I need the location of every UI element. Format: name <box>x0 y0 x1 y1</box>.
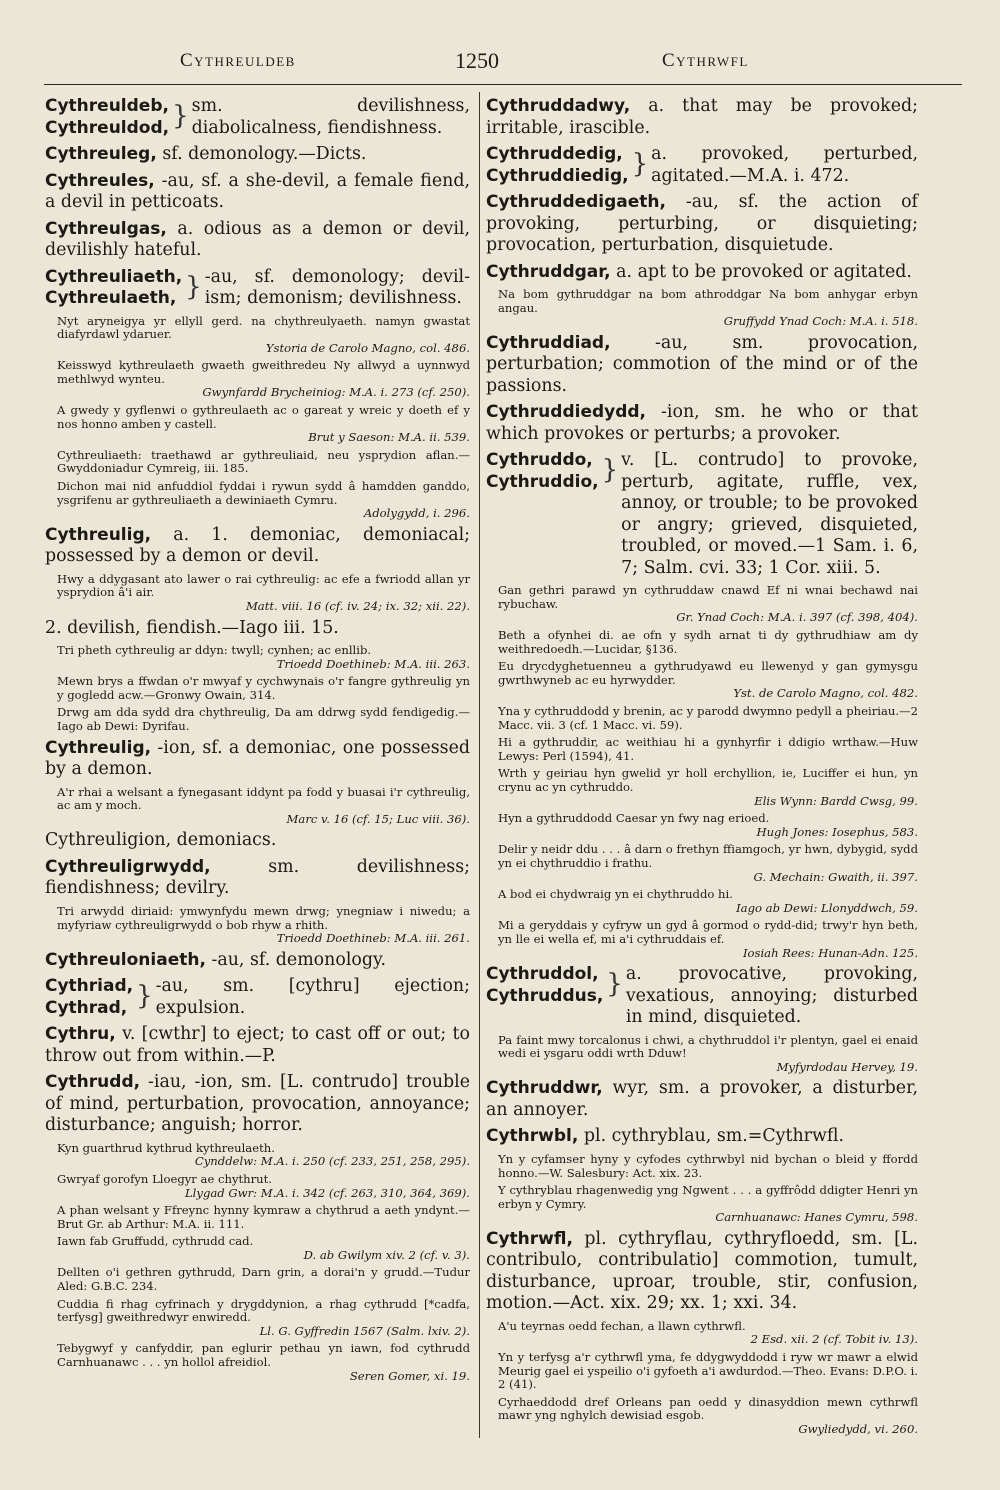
citation <box>486 736 918 763</box>
brace-mark: } <box>172 101 189 131</box>
citation-text: Mewn brys a ffwdan o'r mwyaf y cychwynais o'r fangre gythreulig yn y gogledd acw.—Gronwy Owain, 314. <box>57 674 470 702</box>
citation-text: Gwryaf gorofyn Lloegyr ae chythrut. <box>57 1171 272 1186</box>
citation-source: Matt. viii. 16 (cf. iv. 24; ix. 32; xii. 22). <box>245 599 470 613</box>
headword: Cythreulig, <box>45 524 152 545</box>
citation-source: Brut y Saeson: M.A. ii. 539. <box>308 430 470 445</box>
citation-source: Myfyrdodau Hervey, 19. <box>776 1059 918 1074</box>
citation <box>486 660 918 701</box>
definition: -iau, -ion, sm. [L. contrudo] trouble of mind, perturbation, provocation, annoyance; disturbance; anguish; horror. <box>45 1072 471 1136</box>
citation-source: Cynddelw: M.A. i. 250 (cf. 233, 251, 258, 295). <box>194 1154 470 1169</box>
headword: Cythrwfl, <box>486 1228 573 1249</box>
dictionary-entry <box>486 1126 918 1148</box>
page-header <box>0 44 1000 84</box>
dictionary-entry <box>486 192 918 257</box>
dictionary-entry <box>45 525 470 568</box>
headword: Cythreulgas, <box>45 218 167 239</box>
definition: -au, sf. demonology; devil-ism; demonism; devilishness. <box>204 266 470 308</box>
definition: v. [cwthr] to eject; to cast off or out; to throw out from within.—P. <box>45 1024 471 1066</box>
dictionary-entry <box>45 618 470 640</box>
definition: wyr, sm. a provoker, a disturber, an annoyer. <box>486 1078 918 1120</box>
citation-source: Gwyliedydd, vi. 260. <box>798 1422 918 1437</box>
dictionary-entry <box>45 830 470 852</box>
citation-text: Pa faint mwy torcalonus i chwi, a chythruddol i'r plentyn, gael ei enaid wedi ei ysgaru oddi wrth Dduw! <box>498 1032 918 1061</box>
headword: Cythru, <box>45 1024 116 1045</box>
dictionary-entry <box>45 738 470 781</box>
dictionary-entry <box>45 857 470 900</box>
definition: a. that may be provoked; irritable, irascible. <box>486 96 918 138</box>
definition: -ion, sm. he who or that which provokes or perturbs; a provoker. <box>486 402 918 444</box>
definition: a. provoked, perturbed, agitated.—M.A. i. 472. <box>651 144 918 186</box>
citation <box>486 888 918 915</box>
citation <box>45 573 470 614</box>
headword: Cythreuligrwydd, <box>45 856 211 877</box>
dictionary-entry <box>486 333 918 398</box>
headword: Cythruddedig, <box>486 144 623 164</box>
headword: Cythruddadwy, <box>486 96 631 116</box>
dictionary-entry-pair <box>45 96 470 139</box>
citation-source: D. ab Gwilym xiv. 2 (cf. v. 3). <box>303 1247 470 1262</box>
brace-mark: } <box>601 455 619 486</box>
citation <box>486 288 918 329</box>
citation <box>486 705 918 732</box>
citation-text: Eu drycdyghetuenneu a gythrudyawd eu llewenyd y gan gymysgu gwrthwyneb ac eu hyrwydder. <box>498 659 918 687</box>
citation-text: Y cythryblau rhagenwedig yng Ngwent . . . a gyffrôdd ddigter Henri yn erbyn y Cymry. <box>498 1183 918 1211</box>
citation <box>486 843 918 884</box>
headword: Cythruddedigaeth, <box>486 192 666 212</box>
headword-group <box>486 450 599 579</box>
definition: -au, sf. demonology. <box>211 949 387 970</box>
citation-text: A bod ei chydwraig yn ei chythruddo hi. <box>498 887 733 902</box>
citation <box>486 812 918 839</box>
definition: sm. devilishness, diabolicalness, fiendishness. <box>191 96 470 138</box>
citation-text: Iawn fab Gruffudd, cythrudd cad. <box>57 1234 254 1249</box>
citation <box>45 644 470 671</box>
citation-text: Beth a ofynhei di. ae ofn y sydh arnat ti dy gythrudhiaw am dy weithredoedh.—Lucidar, §136. <box>498 628 918 656</box>
citation-text: Na bom gythruddgar na bom athroddgar Na bom anhygar erbyn angau. <box>498 287 918 315</box>
citation <box>486 584 918 625</box>
citation-source: Gr. Ynad Coch: M.A. i. 397 (cf. 398, 404). <box>676 610 918 625</box>
headword-group <box>45 267 182 310</box>
citation-source: Elis Wynn: Bardd Cwsg, 99. <box>754 793 918 808</box>
definition: sf. demonology.—Dicts. <box>162 144 367 164</box>
citation <box>45 786 470 827</box>
headword: Cythreulaeth, <box>45 288 177 308</box>
citation <box>486 1153 918 1180</box>
page-number: 1250 <box>455 48 499 73</box>
citation <box>45 1204 470 1231</box>
definition: a. 1. demoniac, demoniacal; possessed by a demon or devil. <box>45 524 471 567</box>
headword: Cythreulig, <box>45 737 152 758</box>
dictionary-entry <box>486 96 918 139</box>
column-divider <box>479 92 480 1438</box>
citation-source: Yst. de Carolo Magno, col. 482. <box>733 686 918 701</box>
header-right-guide-word: Cythrwfl <box>662 50 749 71</box>
citation-source: Iosiah Rees: Hunan-Adn. 125. <box>742 945 918 960</box>
headword: Cythruddwr, <box>486 1078 603 1099</box>
citation-source: Trioedd Doethineb: M.A. iii. 261. <box>276 931 470 946</box>
citation <box>45 706 470 733</box>
headword: Cythreuloniaeth, <box>45 949 206 970</box>
definition: 2. devilish, fiendish.—Iago iii. 15. <box>45 617 339 638</box>
headword: Cythruddgar, <box>486 261 611 282</box>
citation-text: Tri arwydd diriaid: ymwynfydu mewn drwg; ynegniaw i niwedu; a myfyriaw cythreuligrwydd o bob rhyw a rhith. <box>57 903 470 932</box>
citation <box>486 1351 918 1392</box>
left-column <box>45 96 470 1387</box>
citation-text: Hyn a gythruddodd Caesar yn fwy nag erioed. <box>498 811 770 826</box>
headword-group <box>45 96 169 139</box>
dictionary-entry <box>486 402 918 445</box>
dictionary-entry <box>45 950 470 972</box>
definition: pl. cythryflau, cythryfloedd, sm. [L. contribulo, contribulatio] commotion, tumult, disturbance, uproar, trouble, stir, confusion, motion.—Act. xix. 29; xx. 1; xxi. 34. <box>486 1228 918 1314</box>
citation <box>45 315 470 356</box>
headword: Cythruddiedig, <box>486 165 629 186</box>
citation-text: Drwg am dda sydd dra chythreulig, Da am ddrwg sydd fendigedig.—Iago ab Dewi: Dyrifau. <box>57 705 470 734</box>
header-rule <box>44 84 962 85</box>
headword: Cythrwbl, <box>486 1126 579 1147</box>
definition: -au, sf. a she-devil, a female fiend, a devil in petticoats. <box>45 170 470 212</box>
citation-text: A'u teyrnas oedd fechan, a llawn cythrwfl. <box>498 1318 746 1333</box>
headword: Cythruddol, <box>486 964 599 985</box>
citation-text: Cyrhaeddodd dref Orleans pan oedd y dinasyddion mewn cythrwfl mawr yng nghylch dewisiad esgob. <box>498 1394 918 1423</box>
citation-text: Kyn guarthrud kythrud kythreulaeth. <box>57 1140 275 1155</box>
citation-source: Carnhuanawc: Hanes Cymru, 598. <box>715 1210 918 1225</box>
dictionary-entry-pair <box>486 450 918 579</box>
citation-text: Dellten o'i gethren gythrudd, Darn grin, a dorai'n y grudd.—Tudur Aled: G.B.C. 234. <box>57 1265 470 1294</box>
headword: Cythriad, <box>45 976 134 997</box>
citation-text: Yn y terfysg a'r cythrwfl yma, fe ddygwyddodd i ryw wr mawr a elwid Meurig gael ei yspeilio o'i gyfoeth a'i awdurdod.—Theo. Evans: D.P.O. i. 2 (41). <box>498 1350 918 1392</box>
citation-source: Iago ab Dewi: Llonyddwch, 59. <box>736 900 918 915</box>
definition: -ion, sf. a demoniac, one possessed by a demon. <box>45 737 470 780</box>
dictionary-entry-pair <box>45 976 470 1019</box>
citation <box>486 1184 918 1225</box>
headword-group <box>45 976 133 1019</box>
citation-source: Trioedd Doethineb: M.A. iii. 263. <box>276 656 470 671</box>
headword-group <box>486 144 629 187</box>
citation-source: Marc v. 16 (cf. 15; Luc viii. 36). <box>286 811 470 826</box>
citation <box>45 1298 470 1339</box>
citation-source: Gruffydd Ynad Coch: M.A. i. 518. <box>723 314 918 329</box>
citation-source: Seren Gomer, xi. 19. <box>349 1368 470 1383</box>
citation-text: Mi a geryddais y cyfryw un gyd â gormod o rydd-did; trwy'r hyn beth, yn lle ei wella ef, mi a'i cythruddais ef. <box>498 918 918 946</box>
citation <box>486 1320 918 1347</box>
dictionary-entry <box>45 171 470 214</box>
citation-text: Cythreuliaeth: traethawd ar gythreuliaid, neu ysprydion aflan.—Gwyddoniadur Cymreig, iii. 185. <box>57 447 470 476</box>
definition: -au, sm. [cythru] ejection; expulsion. <box>155 976 470 1018</box>
headword: Cythreuliaeth, <box>45 266 183 287</box>
dictionary-entry <box>486 1229 918 1315</box>
citation <box>486 767 918 808</box>
citation-text: A phan welsant y Ffreync hynny kymraw a chythrud a aeth yndynt.—Brut Gr. ab Arthur: M.A. ii. 111. <box>57 1203 470 1231</box>
citation-source: Adolygydd, i. 296. <box>363 506 470 521</box>
right-column <box>486 96 918 1441</box>
citation-source: G. Mechain: Gwaith, ii. 397. <box>753 869 918 884</box>
citation-source: 2 Esd. xii. 2 (cf. Tobit iv. 13). <box>750 1332 918 1347</box>
citation-text: Gan gethri parawd yn cythruddaw cnawd Ef ni wnai bechawd nai rybuchaw. <box>498 583 918 611</box>
headword: Cythruddo, <box>486 450 593 471</box>
dictionary-entry <box>486 1078 918 1121</box>
citation-text: Cuddia fi rhag cyfrinach y drygddynion, a rhag cythrudd [*cadfa, terfysg] gweithredwyr enwiredd. <box>57 1296 470 1325</box>
headword: Cythreuldod, <box>45 117 170 138</box>
citation <box>45 1142 470 1169</box>
header-left-guide-word: Cythreuldeb <box>180 50 296 71</box>
citation-text: Yn y cyfamser hyny y cyfodes cythrwbyl nid bychan o bleid y ffordd honno.—W. Salesbury: Act. xix. 23. <box>498 1151 918 1180</box>
citation-text: A gwedy y gyflenwi o gythreulaeth ac o gareat y wreic y doeth ef y nos honno amben y castell. <box>57 403 470 431</box>
citation <box>45 905 470 946</box>
citation-text: Nyt aryneigya yr ellyll gerd. na chythreulyaeth. namyn gwastat diafyrdawl ydaruer. <box>57 313 470 342</box>
citation-text: Dichon mai nid anfuddiol fyddai i rywun sydd â hamdden ganddo, ysgrifenu ar gythreuliaeth a dewiniaeth Cymru. <box>57 479 470 507</box>
headword: Cythruddiedydd, <box>486 402 647 423</box>
definition: a. apt to be provoked or agitated. <box>616 261 912 282</box>
headword-group <box>486 964 603 1029</box>
citation-text: Wrth y geiriau hyn gwelid yr holl erchyllion, ie, Luciffer ei hun, yn crynu ac yn cythruddo. <box>498 766 918 794</box>
headword: Cythruddio, <box>486 471 599 492</box>
citation-text: Delir y neidr ddu . . . â darn o frethyn ffiamgoch, yr hwn, dybygid, sydd yn ei chythruddio i frathu. <box>498 842 918 870</box>
dictionary-entry-pair <box>486 964 918 1029</box>
brace-mark: } <box>606 969 623 1000</box>
citation-text: Hwy a ddygasant ato lawer o rai cythreulig: ac efe a fwriodd allan yr ysprydion â'i air. <box>57 571 470 600</box>
definition: a. odious as a demon or devil, devilishly hateful. <box>45 218 470 260</box>
headword: Cythrad, <box>45 997 128 1018</box>
definition: Cythreuligion, demoniacs. <box>45 830 277 851</box>
citation <box>45 359 470 400</box>
citation <box>45 675 470 702</box>
citation-source: Ll. G. Gyffredin 1567 (Salm. lxiv. 2). <box>259 1323 470 1338</box>
dictionary-entry-pair <box>486 144 918 187</box>
citation-source: Gwynfardd Brycheiniog: M.A. i. 273 (cf. 250). <box>202 385 470 400</box>
headword: Cythruddus, <box>486 985 604 1006</box>
definition: -au, sf. the action of provoking, perturbing, or disquieting; provocation, perturbation, disquietude. <box>486 192 918 255</box>
dictionary-entry-pair <box>45 267 470 310</box>
citation-source: Hugh Jones: Iosephus, 583. <box>756 824 918 839</box>
citation <box>45 449 470 476</box>
definition: sm. devilishness; fiendishness; devilry. <box>45 856 471 899</box>
citation <box>486 1396 918 1437</box>
brace-mark: } <box>136 981 153 1012</box>
headword: Cythrudd, <box>45 1072 141 1093</box>
citation <box>45 404 470 445</box>
citation-text: A'r rhai a welsant a fynegasant iddynt pa fodd y buasai i'r cythreulig, ac am y moch. <box>57 784 470 813</box>
brace-mark: } <box>185 271 202 302</box>
citation-source: Llygad Gwr: M.A. i. 342 (cf. 263, 310, 364, 369). <box>184 1185 470 1200</box>
dictionary-entry <box>486 262 918 284</box>
citation-source: Ystoria de Carolo Magno, col. 486. <box>265 340 470 355</box>
citation-text: Tri pheth cythreulig ar ddyn: twyll; cynhen; ac enllib. <box>57 643 372 658</box>
brace-mark: } <box>631 149 649 179</box>
citation-text: Keisswyd kythreulaeth gwaeth gweithredeu Ny allwyd a uynnwyd methlwyd wynteu. <box>57 358 470 386</box>
dictionary-entry <box>45 1072 470 1137</box>
citation <box>45 1173 470 1200</box>
definition: a. provocative, provoking, vexatious, annoying; disturbed in mind, disquieted. <box>625 964 918 1028</box>
definition: pl. cythryblau, sm.=Cythrwfl. <box>583 1126 844 1147</box>
definition: -au, sm. provocation, perturbation; commotion of the mind or of the passions. <box>486 332 919 396</box>
headword: Cythreules, <box>45 170 155 191</box>
dictionary-entry <box>45 219 470 262</box>
dictionary-entry <box>45 1024 470 1067</box>
citation-text: Hi a gythruddir, ac weithiau hi a gynhyrfir i ddigio wrthaw.—Huw Lewys: Perl (1594), 41. <box>498 735 918 763</box>
citation <box>45 1342 470 1383</box>
citation <box>486 629 918 656</box>
dictionary-entry <box>45 144 470 166</box>
citation <box>486 919 918 960</box>
citation-text: Yna y cythruddodd y brenin, ac y parodd dwymno pedyll a pheiriau.—2 Macc. vii. 3 (cf. 1 Macc. vi. 59). <box>498 704 918 732</box>
headword: Cythreuleg, <box>45 144 157 164</box>
citation <box>486 1034 918 1075</box>
citation <box>45 480 470 521</box>
headword: Cythruddiad, <box>486 332 611 353</box>
citation <box>45 1235 470 1262</box>
citation-text: Tebygwyf y canfyddir, pan eglurir pethau yn iawn, fod cythrudd Carnhuanawc . . . yn hollol afreidiol. <box>57 1341 470 1370</box>
citation <box>45 1266 470 1293</box>
definition: v. [L. contrudo] to provoke, perturb, agitate, ruffle, vex, annoy, or trouble; to be provoked or angry; grieved, disquieted, troubled, or moved.—1 Sam. i. 6, 7; Salm. cvi. 33; 1 Cor. xiii. 5. <box>621 450 918 578</box>
headword: Cythreuldeb, <box>45 96 169 116</box>
